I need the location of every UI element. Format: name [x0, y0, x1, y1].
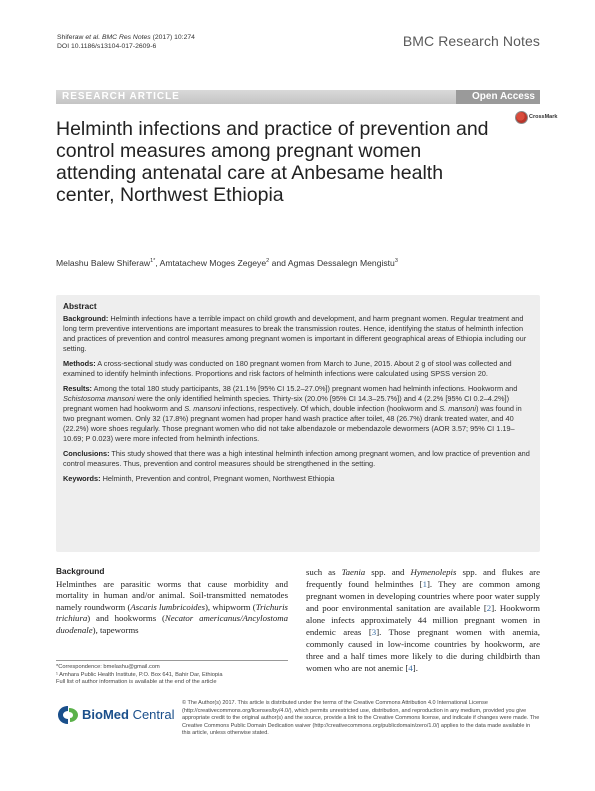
results-text-1: Among the total 180 study participants, 38 (21.1% [95% CI 15.2–27.0%]) pregnant women had helminth infections. Hookworm and [91, 384, 518, 393]
abstract-methods [63, 359, 533, 379]
reference-link[interactable]: 3 [371, 627, 377, 637]
citation-header [57, 33, 195, 51]
abstract-results [63, 384, 533, 444]
author-info-note: Full list of author information is available at the end of the article [56, 679, 217, 685]
bmc-wordmark [82, 707, 174, 722]
species-name: Hymenolepis [410, 567, 457, 577]
results-text-3: infections, respectively. Of which, double infection (hookworm and [221, 404, 440, 413]
abstract-conclusions [63, 449, 533, 469]
keywords-text: Helminth, Prevention and control, Pregnant women, Northwest Ethiopia [100, 474, 335, 483]
body-paragraph [56, 579, 288, 637]
background-text: Helminth infections have a terrible impact on child growth and development, and harm pregnant women. Regular treatment and long term preventive interventions are important measures to break the transmission routes. Hence, identifying the status of helminth infection and practices of prevention and control measures among pregnant women is important in different geographical areas of Ethiopia including our setting. [63, 314, 527, 353]
author-1-affil: 1* [150, 258, 156, 265]
abstract-heading: Abstract [63, 301, 97, 311]
abstract-background [63, 314, 533, 354]
body-text: Helminthes are parasitic worms that cause morbidity and mortality in human and/or animal. Soil-transmitted nematodes namely roundworm ( [56, 578, 288, 612]
body-text: ]. Hookworm alone infects approximately 44 million pregnant women in endemic areas [ [306, 603, 540, 637]
author-2: , Amtatachew Moges Zegeye [155, 258, 267, 268]
bmc-wordmark-bold: BioMed [82, 707, 129, 722]
abstract-keywords [63, 474, 533, 484]
crossmark-icon [515, 111, 528, 124]
species-name: S. mansoni [439, 404, 476, 413]
crossmark-label: CrossMark [529, 114, 558, 120]
body-text: ), whipworm ( [205, 601, 256, 612]
affiliation: ¹ Amhara Public Health Institute, P.O. Box 641, Bahir Dar, Ethiopia [56, 671, 223, 678]
doi[interactable]: DOI 10.1186/s13104-017-2609-6 [57, 43, 157, 50]
body-text: ), tapeworms [92, 624, 139, 635]
footnote [56, 660, 288, 687]
results-text-2: were the only identified helminth species. Thirty-six (20.0% [95% CI 14.3–25.7%]) and 4 (2.2% [95% CI 0.2–4.2%]) pregnant women had hookworm and [63, 394, 510, 413]
species-name: Necator americanus/Ancylostoma duodenale [56, 613, 288, 635]
species-name: Schistosoma mansoni [63, 394, 135, 403]
species-name: Ascaris lumbricoides [130, 601, 205, 612]
body-column-left [56, 566, 288, 636]
methods-label: Methods: [63, 359, 96, 368]
body-text: such as [306, 567, 342, 577]
body-text: spp. and [365, 567, 411, 577]
bmc-logo-icon [56, 704, 80, 726]
open-access-badge: Open Access [456, 90, 540, 104]
reference-link[interactable]: 4 [408, 663, 413, 673]
crossmark-badge[interactable] [515, 111, 558, 131]
background-label: Background: [63, 314, 109, 323]
author-list [56, 258, 398, 268]
journal-name: BMC Research Notes [402, 33, 540, 49]
citation-journal: et al. BMC Res Notes [85, 34, 151, 41]
results-text-4: ) was found in two pregnant women. Only 32 (17.8%) pregnant women had proper hand wash practice after toilet, 48 (26.7%) drank treated water, and 40 (22.2%) wore shoes regularly. Those pregnant women who did not take albendazole or mebendazole dewormers (AOR 3.57; 95% CI 1.19–10.69; P 0.023) were more infected from helminth infections. [63, 404, 522, 443]
results-label: Results: [63, 384, 92, 393]
conclusions-label: Conclusions: [63, 449, 110, 458]
author-3: and Agmas Dessalegn Mengistu [269, 258, 395, 268]
body-text: ) and hookworms ( [87, 613, 165, 623]
bmc-wordmark-rest: Central [128, 707, 175, 722]
reference-link[interactable]: 1 [422, 579, 427, 589]
body-text: spp. and flukes are frequently found helminthes [ [306, 567, 540, 589]
section-heading: Background [56, 566, 105, 576]
article-type: RESEARCH ARTICLE [62, 91, 180, 102]
keywords-label: Keywords: [63, 474, 101, 483]
body-column-right [306, 566, 540, 674]
correspondence: *Correspondence: bmelashu@gmail.com [56, 664, 160, 670]
citation-authors: Shiferaw [57, 34, 86, 41]
species-name: Trichuris trichiura [56, 601, 288, 623]
methods-text: A cross-sectional study was conducted on 180 pregnant women from March to June, 2015. About 2 g of stool was collected and examined to identify helminth infections. Proportions and risk factors of helminth infections were calculated using SPSS version 20. [63, 359, 512, 378]
citation-volume: (2017) 10:274 [150, 34, 195, 41]
license-text: © The Author(s) 2017. This article is distributed under the terms of the Creative Commons Attribution 4.0 International License (http://creativecommons.org/licenses/by/4.0/), which permits unrestricted use, distribution, and reproduction in any medium, provided you give appropriate credit to the original author(s) and the source, provide a link to the Creative Commons license, and indicate if changes were made. The Creative Commons Public Domain Dedication waiver (http://creativecommons.org/publicdomain/zero/1.0/) applies to the data made available in this article, unless otherwise stated. [182, 700, 540, 737]
species-name: S. mansoni [184, 404, 221, 413]
article-banner [56, 90, 540, 104]
reference-link[interactable]: 2 [486, 603, 492, 613]
conclusions-text: This study showed that there was a high intestinal helminth infection among pregnant women, and low practice of prevention and control measures. Thus, prevention and control measures should be strengthened in the setting. [63, 449, 530, 468]
species-name: Taenia [341, 567, 366, 577]
biomed-central-logo [56, 704, 176, 726]
body-text: ]. Those pregnant women with anemia, commonly caused in low-income countries by hookworm, are three and a half times more likely to die during childbirth than women who are not anemic [ [306, 627, 541, 673]
author-3-affil: 3 [394, 258, 398, 265]
body-text: ]. [412, 663, 418, 673]
abstract-box [56, 295, 540, 552]
body-text: ]. They are common among pregnant women in developing countries where poor water supply and poor environmental sanitation are available [ [306, 579, 540, 613]
article-title: Helminth infections and practice of prevention and control measures among pregnant women attending antenatal care at Anbesame health center, Northwest Ethiopia [56, 118, 489, 206]
author-1: Melashu Balew Shiferaw [56, 258, 151, 268]
author-2-affil: 2 [266, 258, 270, 265]
